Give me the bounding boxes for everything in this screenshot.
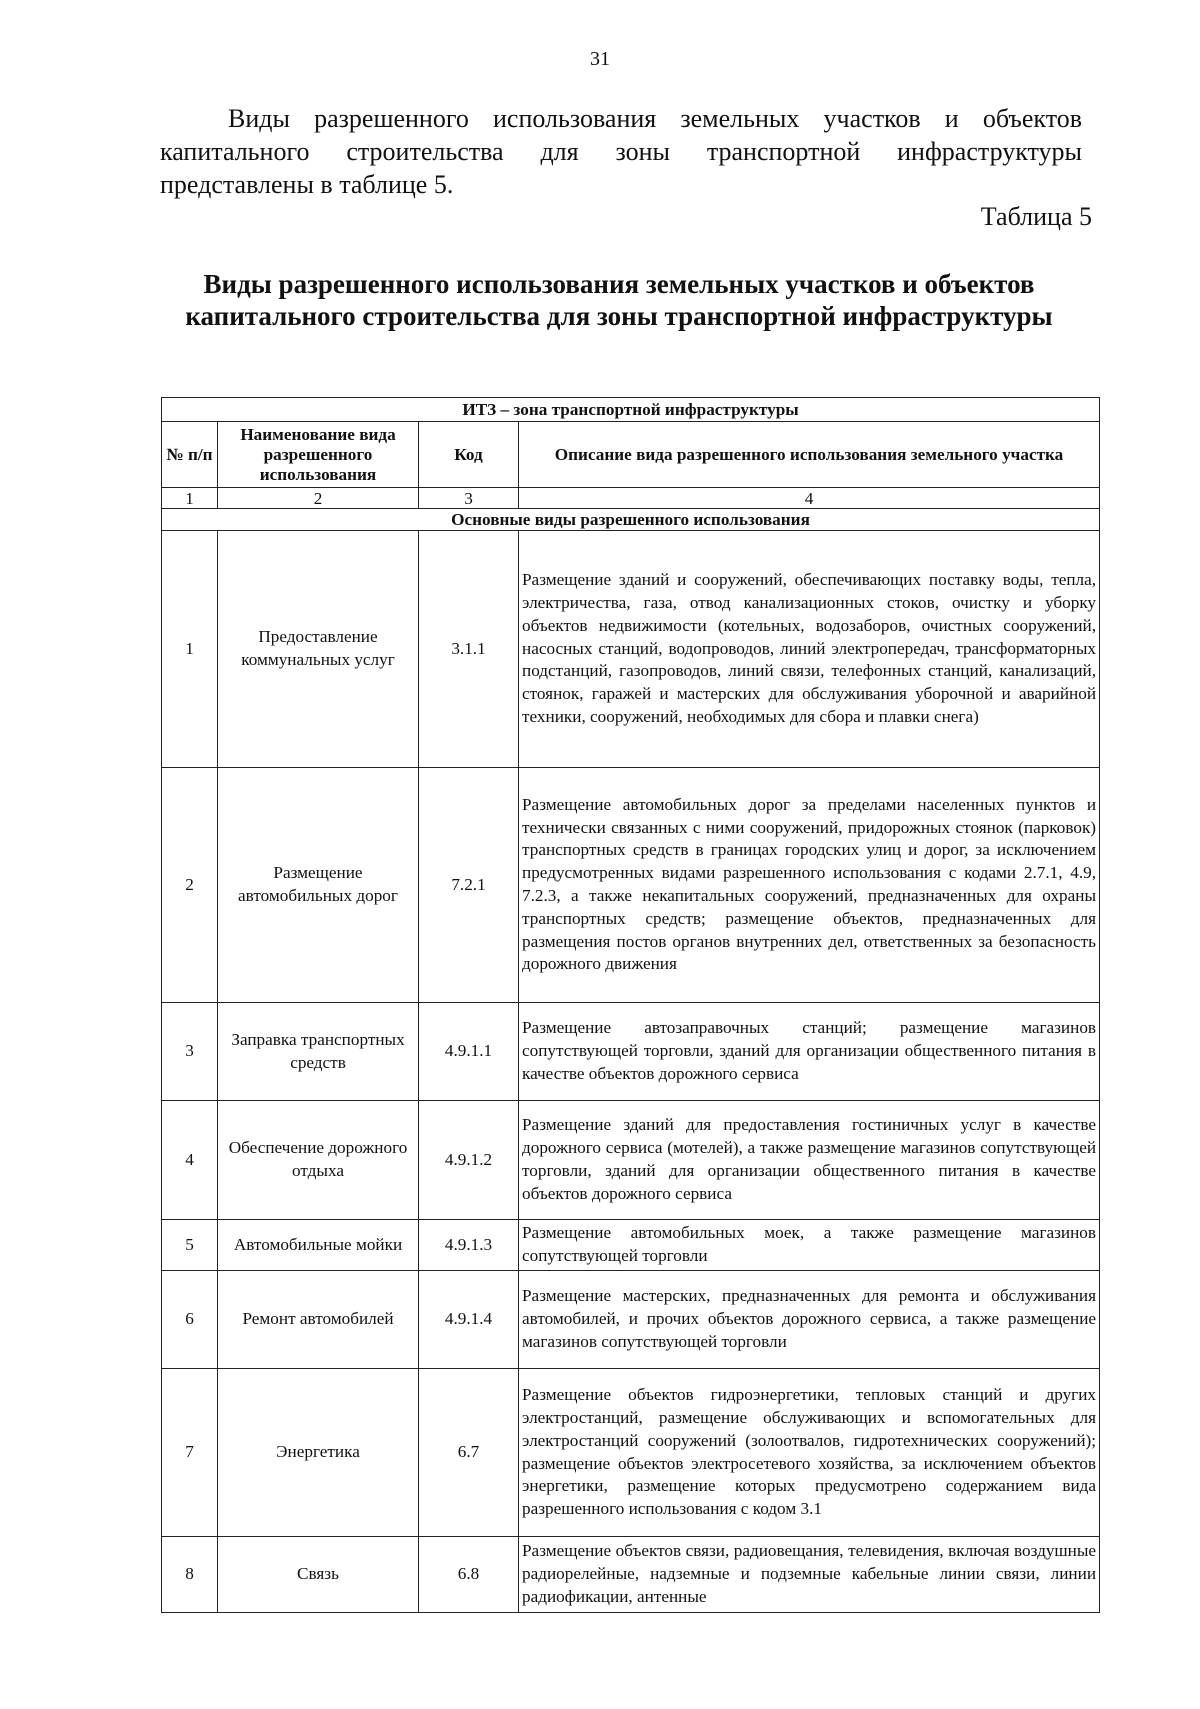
table-row xyxy=(162,768,1100,1003)
row-description: Размещение мастерских, предназначенных для ремонта и обслуживания автомобилей, и прочих объектов дорожного сервиса, а также размещение магазинов сопутствующей торговли xyxy=(519,1271,1100,1369)
row-use-name: Обеспечение дорожного отдыха xyxy=(218,1101,419,1220)
intro-paragraph: Виды разрешенного использования земельных участков и объектов капитального строительства для зоны транспортной инфраструктуры представлены в таблице 5. xyxy=(160,104,1082,199)
row-use-name: Размещение автомобильных дорог xyxy=(218,768,419,1003)
row-code: 3.1.1 xyxy=(419,531,519,768)
row-number: 4 xyxy=(162,1101,218,1220)
column-header-code: Код xyxy=(419,422,519,488)
row-code: 6.8 xyxy=(419,1537,519,1613)
row-number: 1 xyxy=(162,531,218,768)
row-description: Размещение зданий для предоставления гостиничных услуг в качестве дорожного сервиса (мотелей), а также размещение магазинов сопутствующей торговли, зданий для организации общественного питания в качестве объектов дорожного сервиса xyxy=(519,1101,1100,1220)
column-number: 3 xyxy=(419,488,519,509)
column-header-row xyxy=(162,422,1100,488)
column-number: 2 xyxy=(218,488,419,509)
row-number: 5 xyxy=(162,1220,218,1271)
column-header-name: Наименование вида разрешенного использования xyxy=(218,422,419,488)
table-row xyxy=(162,1003,1100,1101)
row-number: 8 xyxy=(162,1537,218,1613)
column-number: 1 xyxy=(162,488,218,509)
section-header: Основные виды разрешенного использования xyxy=(162,509,1100,531)
table-row xyxy=(162,1101,1100,1220)
row-use-name: Предоставление коммунальных услуг xyxy=(218,531,419,768)
table-row xyxy=(162,531,1100,768)
row-description: Размещение автомобильных моек, а также размещение магазинов сопутствующей торговли xyxy=(519,1220,1100,1271)
column-header-number: № п/п xyxy=(162,422,218,488)
row-description: Размещение объектов гидроэнергетики, тепловых станций и других электростанций, размещение обслуживающих и вспомогательных для электростанций сооружений (золоотвалов, гидротехнических сооружений); размещение объектов электросетевого хозяйства, за исключением объектов энергетики, размещение которых предусмотрено содержанием вида разрешенного использования с кодом 3.1 xyxy=(519,1369,1100,1537)
row-use-name: Автомобильные мойки xyxy=(218,1220,419,1271)
land-use-table-body xyxy=(162,398,1100,1613)
row-number: 7 xyxy=(162,1369,218,1537)
row-code: 7.2.1 xyxy=(419,768,519,1003)
table-row xyxy=(162,1220,1100,1271)
row-use-name: Связь xyxy=(218,1537,419,1613)
zone-header: ИТЗ – зона транспортной инфраструктуры xyxy=(162,398,1100,422)
column-header-description: Описание вида разрешенного использования земельного участка xyxy=(519,422,1100,488)
row-description: Размещение автозаправочных станций; размещение магазинов сопутствующей торговли, зданий для организации общественного питания в качестве объектов дорожного сервиса xyxy=(519,1003,1100,1101)
column-number-row xyxy=(162,488,1100,509)
row-code: 6.7 xyxy=(419,1369,519,1537)
table-row xyxy=(162,1271,1100,1369)
row-code: 4.9.1.4 xyxy=(419,1271,519,1369)
column-number: 4 xyxy=(519,488,1100,509)
table-row xyxy=(162,1537,1100,1613)
document-title: Виды разрешенного использования земельных участков и объектов капитального строительства для зоны транспортной инфраструктуры xyxy=(185,269,1053,331)
row-use-name: Заправка транспортных средств xyxy=(218,1003,419,1101)
row-number: 6 xyxy=(162,1271,218,1369)
row-code: 4.9.1.3 xyxy=(419,1220,519,1271)
row-description: Размещение автомобильных дорог за пределами населенных пунктов и технически связанных с ними сооружений, придорожных стоянок (парковок) транспортных средств в границах городских улиц и дорог, за исключением предусмотренных видами разрешенного использования с кодами 2.7.1, 4.9, 7.2.3, а также некапитальных сооружений, предназначенных для охраны транспортных средств; размещение объектов, предназначенных для размещения постов органов внутренних дел, ответственных за безопасность дорожного движения xyxy=(519,768,1100,1003)
row-description: Размещение зданий и сооружений, обеспечивающих поставку воды, тепла, электричества, газа, отвод канализационных стоков, очистку и уборку объектов недвижимости (котельных, водозаборов, очистных сооружений, насосных станций, водопроводов, линий электропередач, трансформаторных подстанций, газопроводов, линий связи, телефонных станций, канализаций, стоянок, гаражей и мастерских для обслуживания уборочной и аварийной техники, сооружений, необходимых для сбора и плавки снега) xyxy=(519,531,1100,768)
table-caption: Таблица 5 xyxy=(980,202,1092,231)
zone-header-row xyxy=(162,398,1100,422)
row-number: 3 xyxy=(162,1003,218,1101)
row-use-name: Ремонт автомобилей xyxy=(218,1271,419,1369)
row-code: 4.9.1.2 xyxy=(419,1101,519,1220)
table-row xyxy=(162,1369,1100,1537)
row-number: 2 xyxy=(162,768,218,1003)
row-use-name: Энергетика xyxy=(218,1369,419,1537)
section-header-row xyxy=(162,509,1100,531)
land-use-table xyxy=(161,397,1100,1613)
row-code: 4.9.1.1 xyxy=(419,1003,519,1101)
page-number: 31 xyxy=(590,48,610,70)
row-description: Размещение объектов связи, радиовещания, телевидения, включая воздушные радиорелейные, надземные и подземные кабельные линии связи, линии радиофикации, антенные xyxy=(519,1537,1100,1613)
